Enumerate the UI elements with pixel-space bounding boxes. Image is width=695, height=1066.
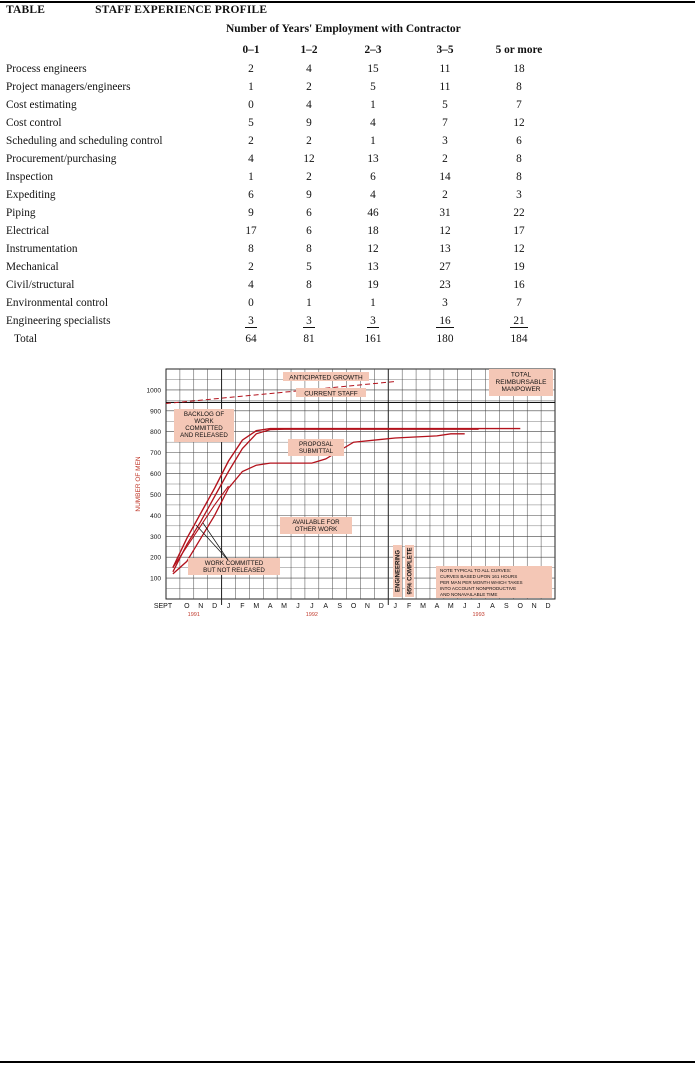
table-row: [4, 294, 554, 312]
row-label: Procurement/purchasing: [6, 153, 117, 165]
row-label: Cost estimating: [6, 99, 77, 111]
cell-value: 12: [513, 117, 525, 129]
cell-value: 9: [306, 117, 312, 129]
x-month-label: A: [434, 603, 440, 610]
x-month-label: M: [420, 603, 426, 610]
row-label: Inspection: [6, 171, 54, 183]
cell-value: 2: [442, 153, 448, 165]
y-tick-label: 900: [150, 408, 161, 416]
table-row: [4, 240, 554, 258]
x-month-label: D: [545, 603, 551, 610]
available-label: OTHER WORK: [294, 526, 338, 534]
table-body: [4, 60, 554, 348]
y-tick-label: 800: [150, 429, 161, 437]
cell-value: 12: [303, 153, 315, 165]
row-label: Civil/structural: [6, 279, 75, 291]
table-row: [4, 132, 554, 150]
cell-value: 8: [306, 279, 312, 291]
cell-value: 1: [248, 171, 254, 183]
cell-value: 1: [306, 297, 312, 309]
header-row: [4, 40, 554, 60]
x-month-label: N: [198, 603, 204, 610]
row-label: Piping: [6, 207, 36, 219]
x-month-label: M: [253, 603, 260, 610]
y-tick-label: 100: [150, 575, 161, 583]
bottom-rule: [0, 1061, 695, 1063]
cell-value: 6: [370, 171, 376, 183]
top-rule: [0, 1, 695, 3]
available-label: AVAILABLE FOR: [292, 519, 340, 527]
not-released-label: WORK COMMITTED: [204, 560, 264, 568]
y-tick-label: 200: [150, 554, 161, 562]
underlined-value: 3: [367, 315, 379, 328]
cell-value: 3: [442, 297, 448, 309]
cell-value: 4: [370, 189, 376, 201]
x-month-label: S: [337, 603, 342, 610]
cell-value: 1: [370, 135, 376, 147]
cell-value: 6: [248, 189, 254, 201]
cell-value: 64: [245, 333, 257, 345]
total-manpower-label: TOTAL: [510, 371, 532, 379]
cell-value: 17: [245, 225, 257, 237]
cell-value: 14: [439, 171, 451, 183]
x-month-label: A: [490, 603, 495, 610]
cell-value: 4: [306, 99, 312, 111]
cell-value: 81: [303, 333, 315, 345]
cell-value: 31: [439, 207, 451, 219]
row-label: Environmental control: [6, 297, 108, 309]
x-year-label: 1993: [472, 612, 485, 618]
y-tick-label: 500: [150, 491, 161, 499]
cell-value: 12: [367, 243, 379, 255]
x-month-label: M: [447, 603, 454, 610]
row-label: Expediting: [6, 189, 56, 201]
x-month-label: D: [212, 603, 218, 610]
cell-value: 19: [367, 279, 379, 291]
staff-experience-table: [4, 40, 554, 348]
y-tick-label: 400: [150, 512, 161, 520]
manpower-figure: [128, 365, 566, 628]
cell-value: 18: [513, 63, 525, 75]
backlog-label: COMMITTED: [185, 425, 223, 433]
cell-value: 8: [306, 243, 312, 255]
cell-value: 8: [516, 171, 522, 183]
cell-value: 1: [370, 99, 376, 111]
cell-value: 6: [306, 207, 312, 219]
table-row: [4, 276, 554, 294]
x-month-label: F: [240, 603, 245, 610]
x-month-label: N: [531, 603, 537, 610]
table-row: [4, 186, 554, 204]
cell-value: 18: [367, 225, 379, 237]
row-label: Electrical: [6, 225, 50, 237]
table-label: TABLE: [6, 4, 46, 16]
x-month-label: M: [281, 603, 288, 610]
cell-value: 5: [370, 81, 376, 93]
underlined-value: 16: [436, 315, 453, 328]
note-text: PER MAN PER MONTH WHICH TAKES: [440, 580, 523, 585]
total-manpower-label: REIMBURSABLE: [495, 378, 547, 386]
cell-value: 5: [248, 117, 254, 129]
cell-value: 4: [370, 117, 376, 129]
cell-value: 13: [439, 243, 451, 255]
cell-value: 11: [439, 63, 451, 75]
x-year-label: 1991: [187, 612, 200, 618]
x-month-label: J: [393, 603, 397, 610]
cell-value: 7: [442, 117, 448, 129]
engineering-label: ENGINEERING: [395, 549, 402, 593]
x-month-label: F: [406, 603, 412, 610]
cell-value: [406, 312, 484, 330]
row-label: Process engineers: [6, 63, 87, 75]
anticipated-growth-label: ANTICIPATED GROWTH: [289, 374, 363, 382]
cell-value: 184: [510, 333, 528, 345]
table-row: [4, 312, 554, 330]
cell-value: 2: [306, 171, 312, 183]
cell-value: 13: [367, 261, 379, 273]
cell-value: 11: [439, 81, 451, 93]
complete-label: 95% COMPLETE: [407, 547, 414, 595]
x-month-label: O: [184, 603, 190, 610]
cell-value: 2: [248, 63, 254, 75]
table-title: STAFF EXPERIENCE PROFILE: [95, 4, 268, 16]
x-year-label: 1992: [305, 612, 318, 618]
cell-value: 2: [248, 261, 254, 273]
backlog-label: WORK: [194, 418, 214, 426]
table-heading: [6, 4, 267, 16]
table-row: [4, 78, 554, 96]
x-month-label: A: [267, 603, 273, 610]
x-month-label: J: [226, 603, 231, 610]
column-header: 0–1: [242, 44, 260, 56]
row-label: Mechanical: [6, 261, 59, 273]
cell-value: 0: [248, 297, 254, 309]
cell-value: 7: [516, 297, 522, 309]
role-column-header: [4, 40, 224, 60]
cell-value: 2: [306, 81, 312, 93]
column-spanner-heading: Number of Years' Employment with Contractor: [226, 23, 461, 35]
row-label: Scheduling and scheduling control: [6, 135, 163, 147]
table-row: [4, 258, 554, 276]
x-month-label: J: [462, 603, 467, 610]
column-header: 5 or more: [495, 44, 543, 56]
table-row: [4, 222, 554, 240]
x-month-label: SEPT: [153, 603, 173, 610]
cell-value: 9: [248, 207, 254, 219]
backlog-label: AND RELEASED: [180, 432, 228, 440]
row-label: Instrumentation: [6, 243, 78, 255]
cell-value: 1: [370, 297, 376, 309]
x-month-label: S: [504, 603, 509, 610]
y-axis-label: NUMBER OF MEN: [135, 456, 142, 512]
y-tick-label: 300: [150, 533, 161, 541]
proposal-label: SUBMITTAL: [298, 448, 334, 456]
cell-value: 6: [516, 135, 522, 147]
cell-value: 1: [248, 81, 254, 93]
x-month-label: J: [296, 603, 300, 610]
x-month-label: J: [476, 603, 481, 610]
cell-value: 180: [436, 333, 454, 345]
cell-value: 23: [439, 279, 451, 291]
cell-value: 8: [516, 153, 522, 165]
cell-value: 13: [367, 153, 379, 165]
x-month-label: O: [517, 603, 523, 610]
cell-value: [224, 312, 278, 330]
total-manpower-label: MANPOWER: [501, 386, 541, 394]
cell-value: 6: [306, 225, 312, 237]
cell-value: 17: [513, 225, 525, 237]
total-row: [4, 330, 554, 348]
cell-value: 46: [367, 207, 379, 219]
cell-value: 2: [248, 135, 254, 147]
cell-value: 8: [516, 81, 522, 93]
row-label: Cost control: [6, 117, 62, 129]
note-text: AND NONAVAILABLE TIME: [440, 592, 498, 597]
column-header: 2–3: [364, 44, 382, 56]
y-tick-label: 700: [150, 450, 161, 458]
cell-value: 8: [248, 243, 254, 255]
row-label: Engineering specialists: [6, 315, 111, 327]
note-text: CURVES BASED UPON 161 HOURS: [440, 574, 518, 579]
cell-value: 0: [248, 99, 254, 111]
table-row: [4, 96, 554, 114]
manpower-chart: [128, 365, 566, 623]
cell-value: [484, 312, 554, 330]
cell-value: 161: [364, 333, 382, 345]
cell-value: 12: [439, 225, 451, 237]
x-month-label: D: [378, 603, 384, 610]
cell-value: 19: [513, 261, 525, 273]
underlined-value: 3: [245, 315, 257, 328]
cell-value: 27: [439, 261, 451, 273]
x-month-label: A: [323, 603, 329, 610]
note-text: INTO ACCOUNT NONPRODUCTIVE: [440, 586, 517, 591]
y-tick-label: 600: [150, 471, 161, 479]
table-row: [4, 168, 554, 186]
column-header: 1–2: [300, 44, 318, 56]
current-staff-label: CURRENT STAFF: [304, 390, 358, 398]
cell-value: 3: [516, 189, 522, 201]
proposal-label: PROPOSAL: [298, 441, 334, 449]
cell-value: 16: [513, 279, 525, 291]
cell-value: 2: [306, 135, 312, 147]
backlog-label: BACKLOG OF: [183, 411, 225, 419]
cell-value: 4: [248, 153, 254, 165]
cell-value: 15: [367, 63, 379, 75]
not-released-label: BUT NOT RELEASED: [203, 567, 265, 575]
cell-value: [278, 312, 340, 330]
row-label: Total: [14, 333, 38, 345]
x-month-label: N: [364, 603, 370, 610]
table-row: [4, 204, 554, 222]
cell-value: 2: [442, 189, 448, 201]
table-row: [4, 150, 554, 168]
column-header: 3–5: [436, 44, 454, 56]
cell-value: 5: [306, 261, 312, 273]
table-row: [4, 114, 554, 132]
table-row: [4, 60, 554, 78]
cell-value: [340, 312, 406, 330]
cell-value: 9: [306, 189, 312, 201]
cell-value: 4: [248, 279, 254, 291]
cell-value: 7: [516, 99, 522, 111]
note-text: NOTE TYPICAL TO ALL CURVES:: [440, 568, 512, 573]
x-month-label: O: [350, 603, 357, 610]
y-tick-label: 1000: [146, 387, 161, 395]
row-label: Project managers/engineers: [6, 81, 131, 93]
underlined-value: 3: [303, 315, 315, 328]
cell-value: 22: [513, 207, 525, 219]
underlined-value: 21: [510, 315, 527, 328]
cell-value: 12: [513, 243, 525, 255]
cell-value: 3: [442, 135, 448, 147]
cell-value: 5: [442, 99, 448, 111]
x-month-label: J: [310, 603, 314, 610]
cell-value: 4: [306, 63, 312, 75]
